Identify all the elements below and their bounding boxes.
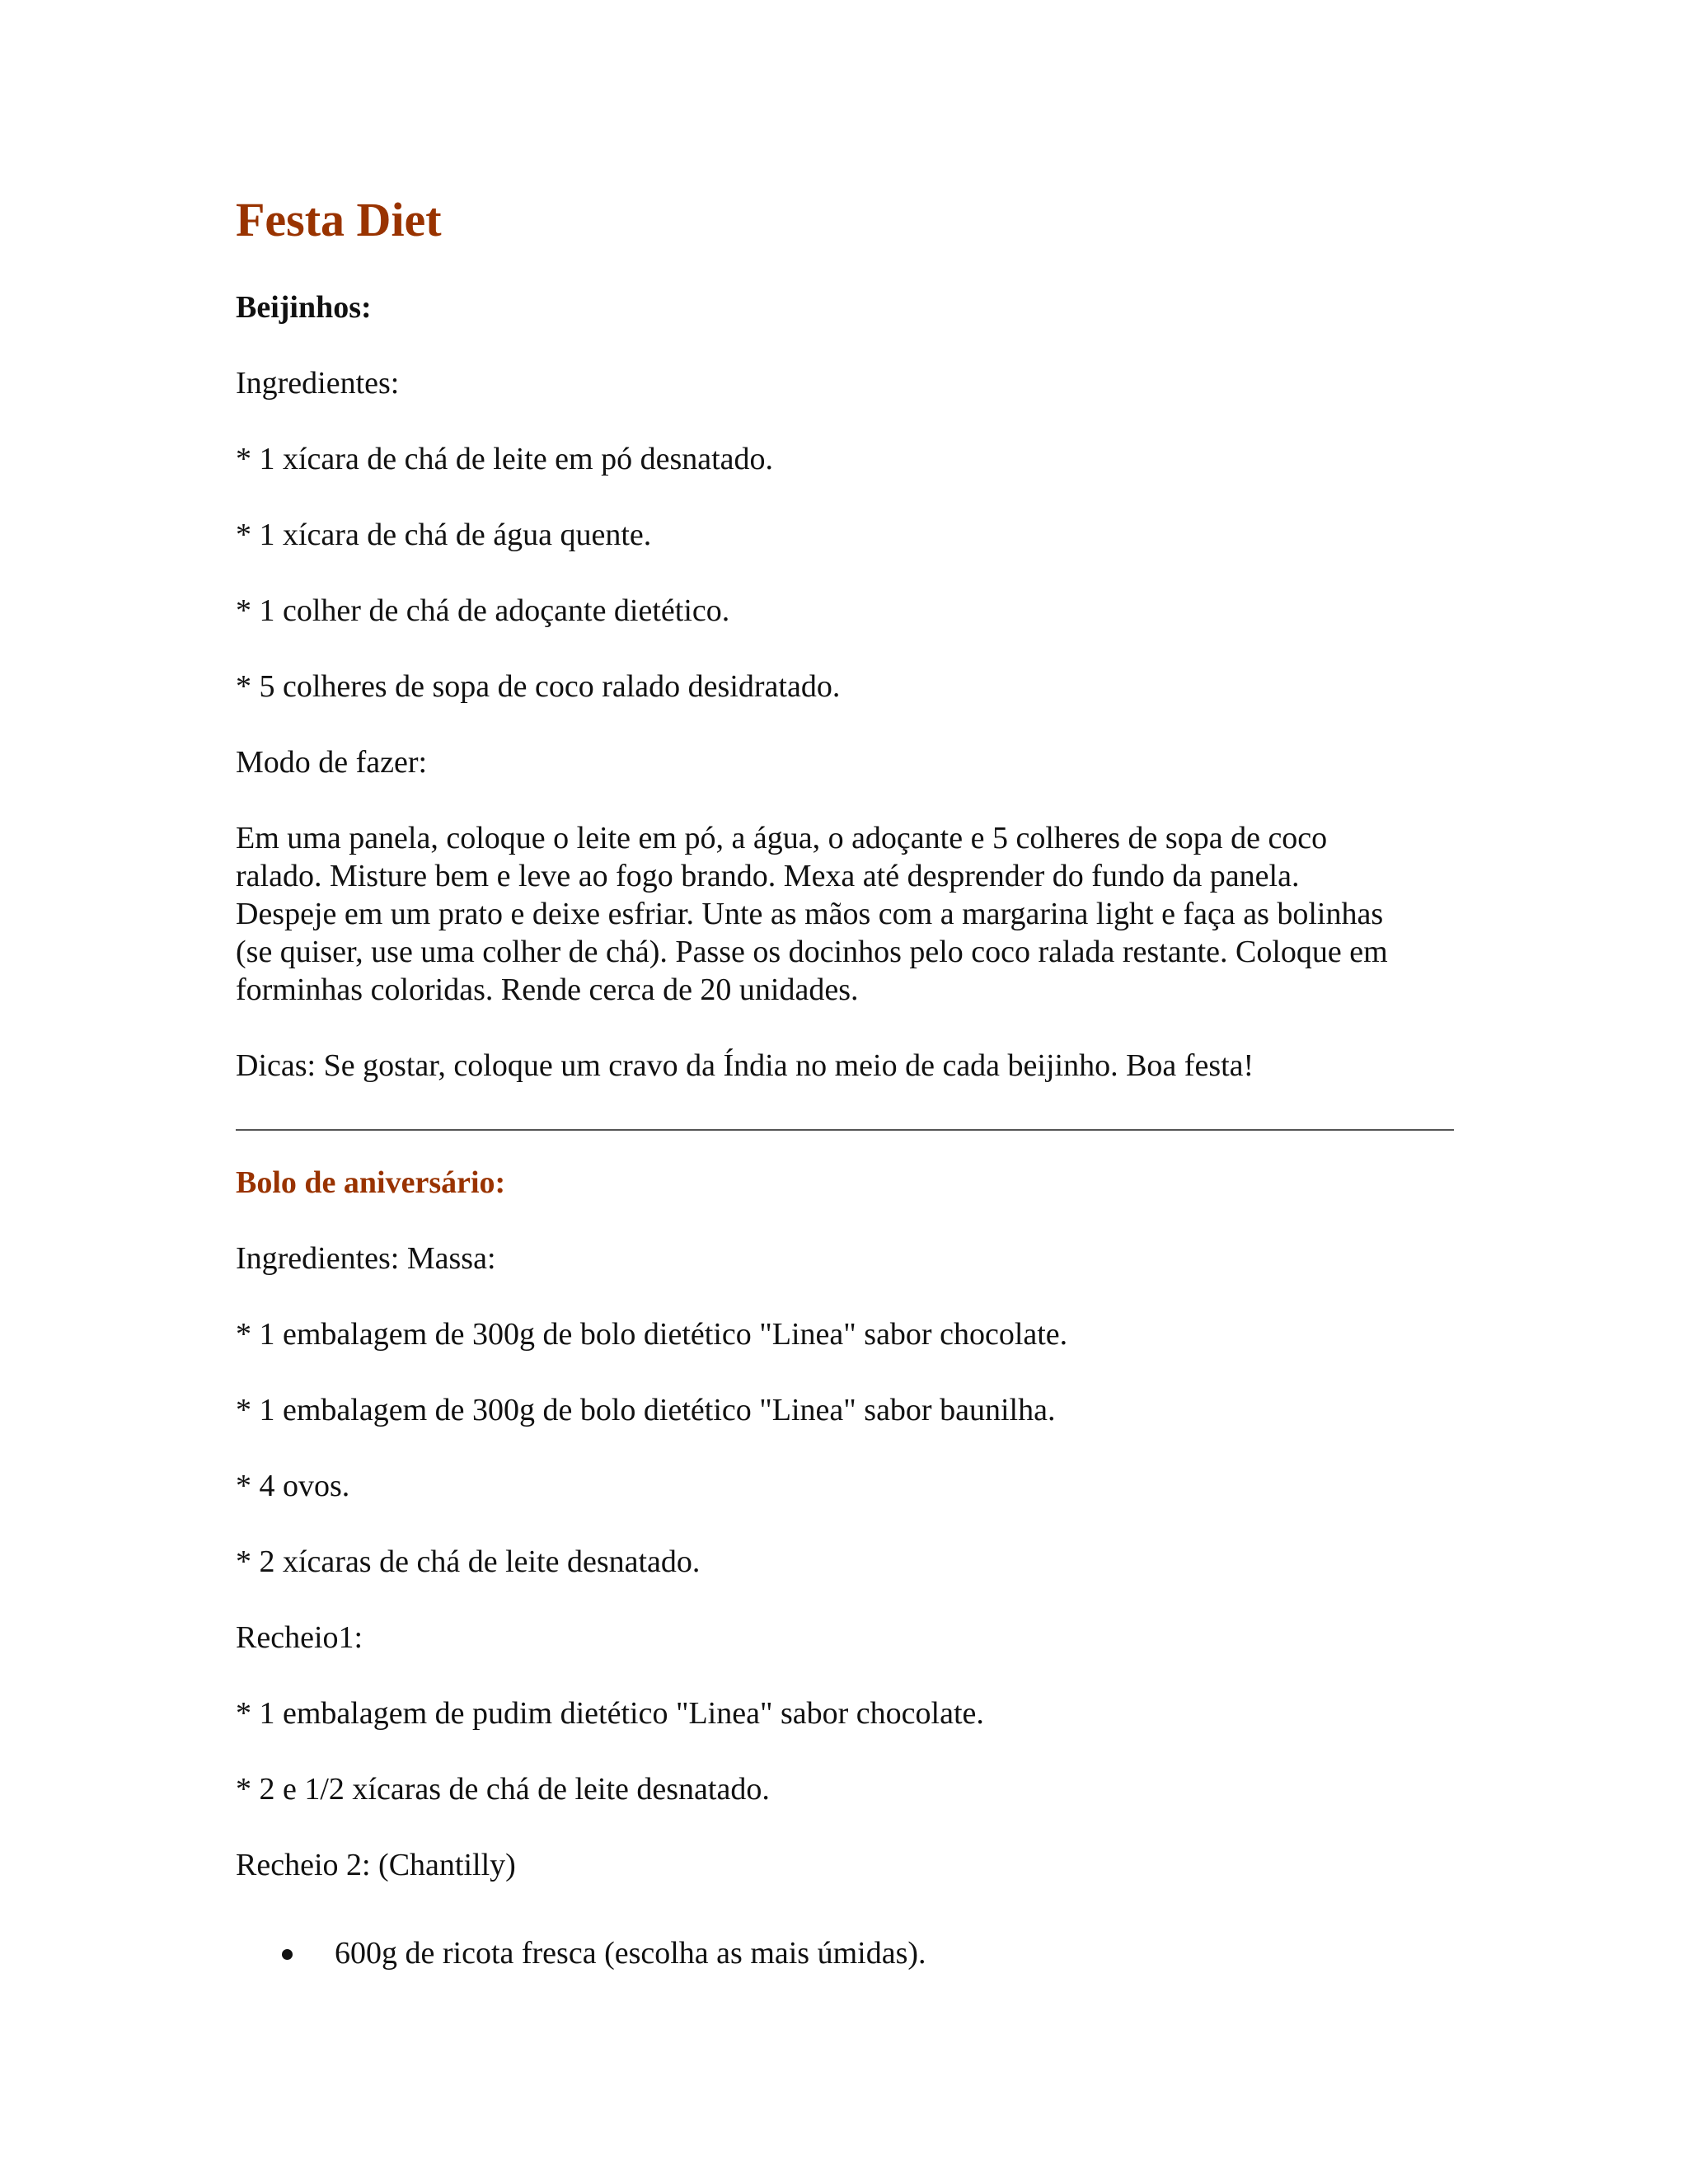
method-line: forminhas coloridas. Rende cerca de 20 unidades. [236,972,859,1007]
bolo-massa-item: * 1 embalagem de 300g de bolo dietético "Linea" sabor baunilha. [236,1393,1056,1427]
beijinhos-method-paragraph [236,819,1454,1009]
bolo-recheio2-label: Recheio 2: (Chantilly) [236,1848,516,1882]
beijinhos-tips: Dicas: Se gostar, coloque um cravo da Índia no meio de cada beijinho. Boa festa! [236,1048,1254,1083]
bolo-recheio2-item: 600g de ricota fresca (escolha as mais úmidas). [335,1936,926,1971]
method-line: ralado. Misture bem e leve ao fogo brando. Mexa até desprender do fundo da panela. [236,859,1300,893]
bolo-ingredients-label: Ingredientes: Massa: [236,1241,496,1276]
bolo-massa-item: * 2 xícaras de chá de leite desnatado. [236,1544,701,1579]
method-line: Em uma panela, coloque o leite em pó, a água, o adoçante e 5 colheres de sopa de coco [236,821,1328,855]
beijinhos-ingredient-item: * 1 xícara de chá de água quente. [236,518,652,552]
beijinhos-method-label: Modo de fazer: [236,745,428,780]
bolo-recheio1-label: Recheio1: [236,1620,363,1655]
bolo-massa-item: * 1 embalagem de 300g de bolo dietético "Linea" sabor chocolate. [236,1317,1068,1352]
bullet-icon [282,1949,293,1960]
bolo-heading: Bolo de aniversário: [236,1165,506,1200]
beijinhos-ingredient-item: * 1 colher de chá de adoçante dietético. [236,593,730,628]
method-line: Despeje em um prato e deixe esfriar. Unte as mãos com a margarina light e faça as bolinhas [236,897,1384,931]
beijinhos-ingredients-label: Ingredientes: [236,366,400,401]
method-line: (se quiser, use uma colher de chá). Passe os docinhos pelo coco ralada restante. Coloque em [236,935,1388,969]
beijinhos-heading: Beijinhos: [236,290,372,325]
section-divider [236,1129,1454,1131]
page-title: Festa Diet [236,193,442,246]
beijinhos-ingredient-item: * 5 colheres de sopa de coco ralado desidratado. [236,669,841,704]
bolo-massa-item: * 4 ovos. [236,1469,350,1503]
bolo-recheio1-item: * 1 embalagem de pudim dietético "Linea" sabor chocolate. [236,1696,984,1731]
bolo-recheio1-item: * 2 e 1/2 xícaras de chá de leite desnatado. [236,1772,770,1807]
beijinhos-ingredient-item: * 1 xícara de chá de leite em pó desnatado. [236,442,774,476]
